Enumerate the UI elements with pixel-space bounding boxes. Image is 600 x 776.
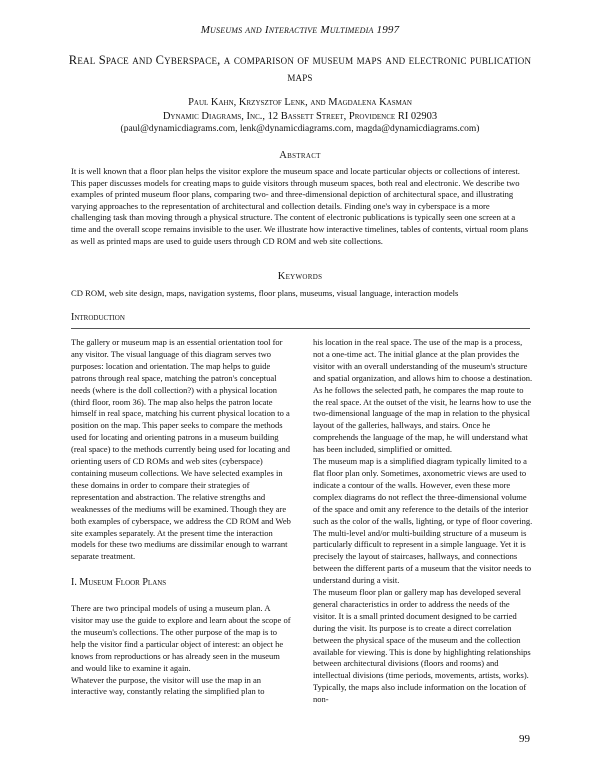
introduction-heading: Introduction (71, 312, 125, 323)
abstract-text: It is well known that a floor plan helps the visitor explore the museum space and locate particular objects or collections of interest. This paper discusses models for creating maps to guide visitors through museum spaces, both real and electronic. We describe two examples of printed museum floor plans, comparing two- and three-dimensional depiction of architectural space, and illustrating varying approaches to the representation of architectural and collection details. Finding one's way in cyberspace is a more challenging task than moving through a physical structure. The content of electronic publications is typically seen one screen at a time and the overall scope remains invisible to the user. We illustrate how interactive timelines, tables of contents, virtual room plans as well as printed maps are used to guide users through CD ROM and web site collections. (71, 166, 529, 246)
keywords-text: CD ROM, web site design, maps, navigation systems, floor plans, museums, visual language, interaction models (71, 288, 459, 298)
author-affiliation: Dynamic Diagrams, Inc., 12 Bassett Street, Providence RI 02903 (162, 110, 438, 122)
keywords-heading: Keywords (277, 271, 323, 282)
section-1-paragraph: The museum floor plan or gallery map has developed several general characteristics in order to address the needs of the visitor. It is a small printed document designed to be carried during the visit. Its purpose is to create a direct correlation between the physical space of the museum and the collection available for viewing. This is done by highlighting relationships between architectural divisions (floors and rooms) and intellectual divisions (time periods, movements, artists, works). Typically, the maps also include information on the location of non- (313, 587, 531, 705)
section-1-title: Museum Floor Plans (79, 577, 167, 589)
intro-paragraph: The gallery or museum map is an essential orientation tool for any visitor. The visual language of this diagram serves two purposes: location and orientation. The map helps to guide patrons through real space, matching the patron's conceptual needs (where is the doll collection?) with a physical location (third floor, room 36). The map also helps the patron locate himself in real space, matching his current physical location to a position on the map. This paper seeks to compare the methods used for locating and orienting patrons in a museum building (real space) to the methods currently being used for locating and orienting users of CD ROMs and web sites (cyberspace) containing museum collections. We have selected examples in these domains in order to compare their strategies of representation and abstraction. The relative strengths and weaknesses of the mediums will be examined. Though they are both examples of cyberspace, we address the CD ROM and Web site examples separately. At the present time the interaction models for these two mediums are dissimilar enough to warrant separate treatment. (71, 337, 291, 562)
author-block (40, 96, 560, 137)
page-number: 99 (519, 733, 530, 745)
author-names: Paul Kahn, Krzysztof Lenk, and Magdalena Kasman (188, 97, 412, 108)
left-column (71, 337, 293, 698)
section-1-paragraph: There are two principal models of using a museum plan. A visitor may use the guide to explore and learn about the scope of the museum's collections. The other purpose of the map is to help the visitor find a particular object of interest: an object he knows from reproductions or has already seen in the museum and would like to examine it again. (71, 603, 291, 673)
right-column (313, 337, 535, 706)
author-emails: (paul@dynamicdiagrams.com, lenk@dynamicdiagrams.com, magda@dynamicdiagrams.com) (120, 124, 480, 134)
section-rule (71, 328, 530, 329)
section-1-paragraph: his location in the real space. The use of the map is a process, not a one-time act. The initial glance at the plan provides the visitor with an overall understanding of the museum's structure and spatial organization, and allows him to choose a destination. As he follows the selected path, he compares the map route to the real space. At the outset of the visit, he learns how to use the two-dimensional language of the map in relation to the physical layout of the galleries, hallways, and stairs. Once he comprehends the language of the map, he will understand what has been included, simplified or omitted. (313, 337, 533, 455)
paper-title: Real Space and Cyberspace, a comparison of museum maps and electronic publication maps (68, 53, 532, 84)
section-1-number: I. (71, 577, 77, 589)
abstract-heading: Abstract (279, 150, 321, 161)
section-1-paragraph: The museum map is a simplified diagram typically limited to a flat floor plan only. Sometimes, axonometric views are used to indicate a contour of the walls. However, even these more complex diagrams do not reflect the three-dimensional volume of the space and omit any reference to the details of the interior such as the color of the walls, lighting, or type of floor covering. The multi-level and/or multi-building structure of a museum is particularly difficult to represent in a simple language. Yet it is precisely the layout of staircases, hallways, and connections between the different parts of a museum that the visitor needs to understand during a visit. (313, 456, 533, 586)
running-head: Museums and Interactive Multimedia 1997 (200, 24, 400, 36)
section-1-heading (71, 577, 293, 589)
section-1-paragraph: Whatever the purpose, the visitor will use the map in an interactive way, constantly relating the simplified plan to (71, 674, 265, 697)
